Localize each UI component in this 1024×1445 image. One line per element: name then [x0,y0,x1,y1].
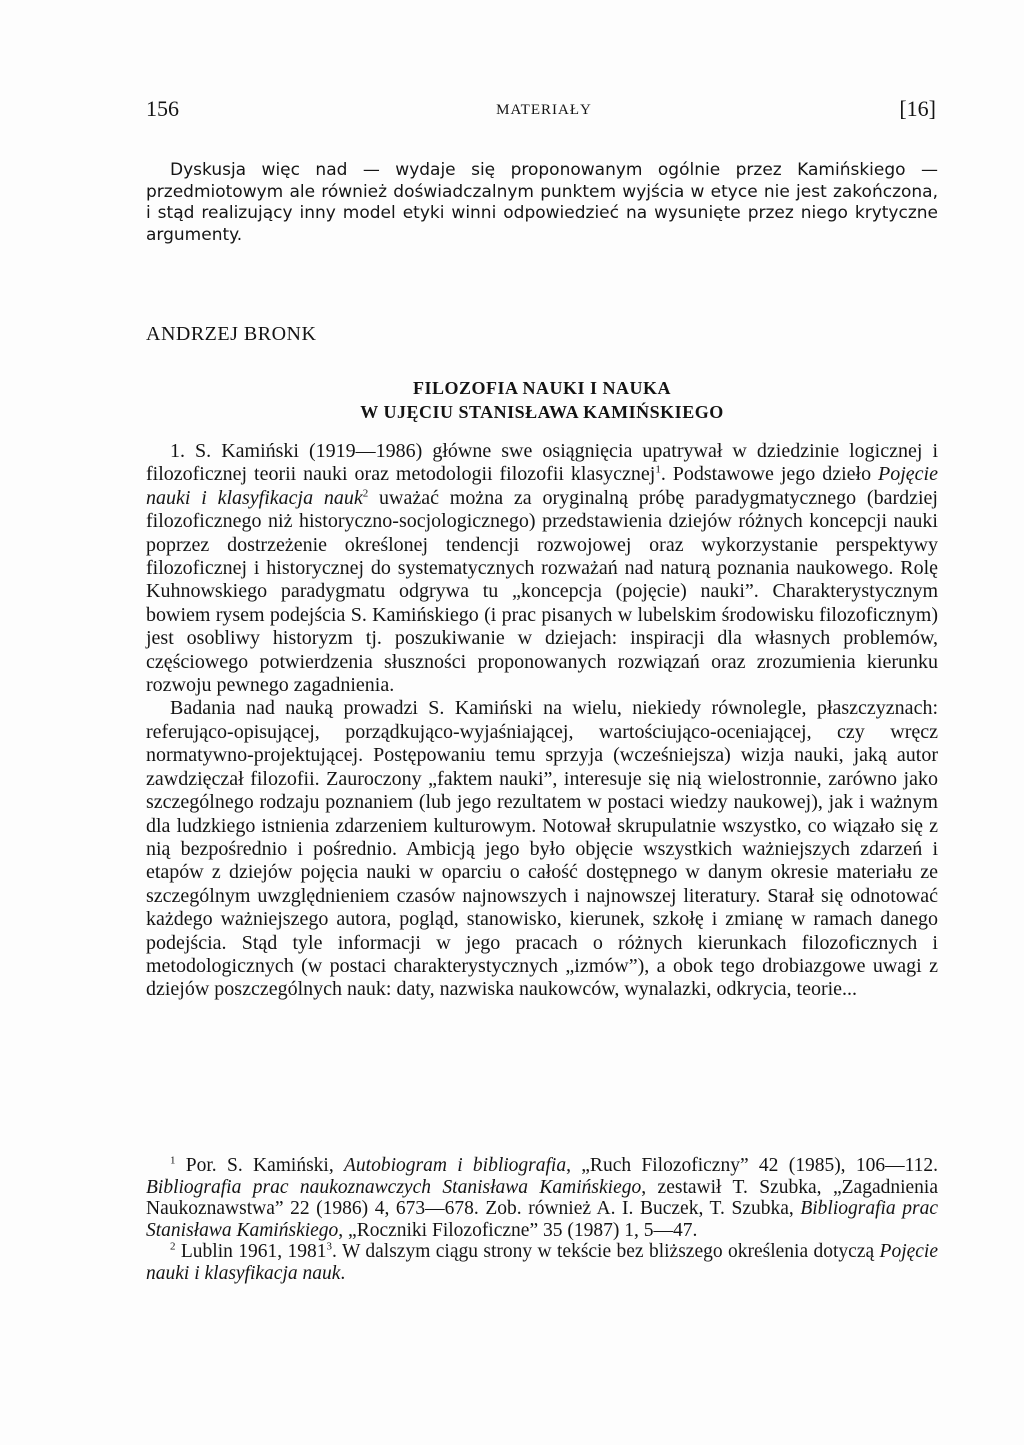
article-author: ANDRZEJ BRONK [146,323,317,345]
paragraph-1 [146,440,938,697]
article-body [146,440,938,1002]
closing-paragraph: Dyskusja więc nad — wydaje się proponowanym ogólnie przez Kamińskiego — przedmiotowym ale również doświadczalnym punktem wyjścia w etyce nie jest zakończona, i stąd realizujący inny model etyki winni odpowiedzieć na wysunięte przez niego krytyczne argumenty. [146,160,938,245]
page-number: 156 [146,96,179,121]
page-header [146,96,942,130]
footnote-2-title: Pojęcie nauki i klasyfikacja nauk [146,1241,938,1284]
footnote-2-part-a: Lublin 1961, 1981 [175,1241,327,1263]
edition-superscript: 3 [326,1240,333,1253]
paragraph-1-part-a: 1. S. Kamiński (1919—1986) główne swe osiągnięcia upatrywał w dziedzinie logicznej i filozoficznej teorii nauki oraz metodologii filozofii klasycznej [146,440,938,486]
footnote-2-part-c: . [340,1262,346,1284]
footnote-2 [146,1241,938,1284]
footnote-2-part-b: . W dalszym ciągu strony w tekście bez bliższego określenia dotyczą [332,1241,880,1263]
running-head: MATERIAŁY [496,102,592,118]
footnotes [146,1155,938,1285]
previous-article-end [146,160,938,246]
footnote-ref-2[interactable]: 2 [362,487,369,500]
footnote-1-title-2: Bibliografia prac naukoznawczych Stanisława Kamińskiego [146,1176,642,1198]
footnote-1-title-1: Autobiogram i bibliografia [344,1155,567,1176]
footnote-ref-1[interactable]: 1 [655,463,661,476]
footnote-1-part-d: , „Roczniki Filozoficzne” 35 (1987) 1, 5—47. [338,1219,698,1241]
footnote-1 [146,1155,938,1241]
article-title-line-1: FILOZOFIA NAUKI I NAUKA [412,378,672,398]
footnote-1-part-c: , zestawił T. Szubka, „Zagadnienia Naukoznawstwa” 22 (1986) 4, 673—678. Zob. również A. I. Buczek, T. Szubka, [146,1176,938,1220]
footnote-1-part-a: Por. S. Kamiński, [175,1155,344,1176]
footnote-2-mark: 2 [170,1240,176,1253]
paragraph-1-part-c: uważać można za oryginalną próbę paradygmatycznego (bardziej filozoficznego niż historyczno-socjologicznego) przedstawienia dziejów różnych koncepcji nauki poprzez dostrzeżenie określonej tendencji rozwojowej oraz wykorzystanie perspektywy filozoficznej i historycznej do systematycznych rozważań nad naturą poznania naukowego. Rolę Kuhnowskiego paradygmatu odgrywa tu „koncepcja (pojęcie) nauki”. Charakterystycznym bowiem rysem podejścia S. Kamińskiego (i prac pisanych w lubelskim środowisku filozoficznym) jest osobliwy historyzm tj. poszukiwanie w dziejach: inspiracji dla własnych problemów, częściowego potwierdzenia słuszności proponowanych rozwiązań oraz zrozumienia kierunku rozwoju pewnego zagadnienia. [146,486,938,697]
paragraph-2: Badania nad nauką prowadzi S. Kamiński na wielu, niekiedy równolegle, płaszczyznach: referująco-opisującej, porządkująco-wyjaśniającej, wartościująco-oceniającej, czy wręcz normatywno-projektującej. Postępowaniu temu sprzyja (wcześniejsza) wizja nauki, jaką autor zawdzięczał filozofii. Zauroczony „faktem nauki”, interesuje się nią wielostronnie, zarówno jako szczególnego rodzaju poznaniem (lub jego rezultatem w postaci wiedzy naukowej), jak i ważnym dla ludzkiego istnienia zdarzeniem kulturowym. Notował skrupulatnie wszystko, co wiązało się z nią bezpośrednio i pośrednio. Ambicją jego było objęcie wszystkich ważniejszych zdarzeń i etapów z dziejów pojęcia nauki w oparciu o całość dostępnego w danym okresie materiału ze szczególnym uwzględnieniem czasów najnowszych i najnowszej literatury. Starał się odnotować każdego ważniejszego autora, pogląd, stanowisko, kierunek, szkołę i zmianę w ramach danego podejścia. Stąd tyle informacji w jego pracach o różnych kierunkach filozoficznych i metodologicznych (w postaci charakterystycznych „izmów”), a obok tego drobiazgowe uwagi z dziejów poszczególnych nauk: daty, nazwiska naukowców, wynalazki, odkrycia, teorie... [146,697,938,1001]
section-number: [16] [899,96,936,121]
paragraph-1-part-b: . Podstawowe jego dzieło [660,463,879,486]
work-title: Pojęcie nauki i klasyfikacja nauk [146,463,938,509]
footnote-1-title-3: Bibliografia prac Stanisława Kamińskiego [146,1198,938,1241]
article-title-line-2: W UJĘCIU STANISŁAWA KAMIŃSKIEGO [360,402,724,422]
footnote-1-part-b: , „Ruch Filozoficzny” 42 (1985), 106—112. [566,1155,939,1176]
article-title [146,376,938,424]
footnote-1-mark: 1 [170,1154,176,1167]
